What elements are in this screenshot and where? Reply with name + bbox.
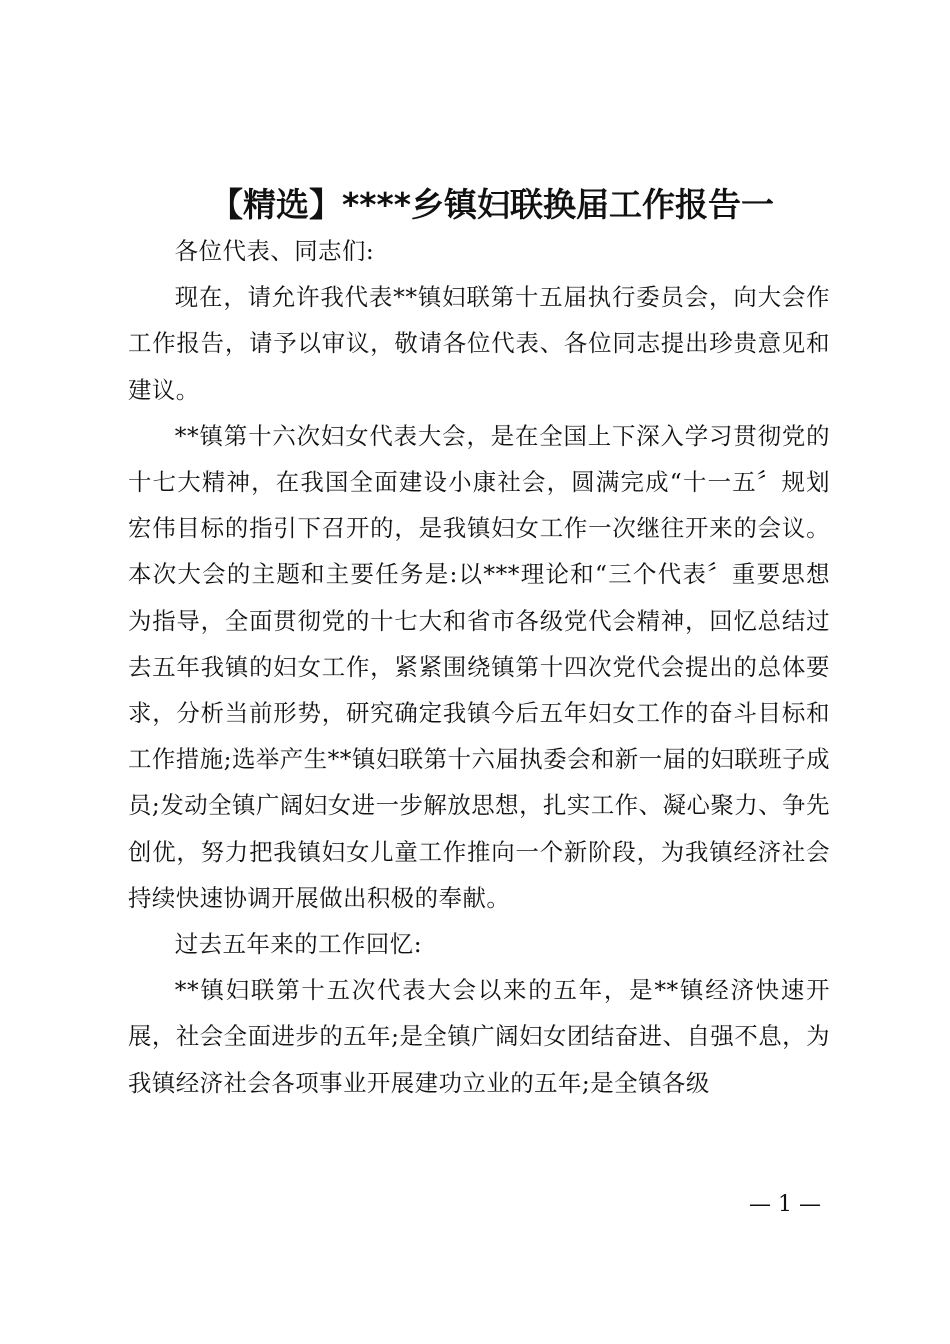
paragraph-review-heading: 过去五年来的工作回忆: [174, 930, 423, 959]
document-title: 【精选】****乡镇妇联换届工作报告一 [210, 185, 775, 224]
paragraph-congress-theme: **镇第十六次妇女代表大会，是在全国上下深入学习贯彻党的十七大精神，在我国全面建设小康社会，圆满完成“十一五〞规划宏伟目标的指引下召开的，是我镇妇女工作一次继往开来的会议。本次大会的主题和主要任务是:以***理论和“三个代表〞重要思想为指导，全面贯彻党的十七大和省市各级党代会精神，回忆总结过去五年我镇的妇女工作，紧紧围绕镇第十四次党代会提出的总体要求，分析当前形势，研究确定我镇今后五年妇女工作的奋斗目标和工作措施;选举产生**镇妇联第十六届执委会和新一届的妇联班子成员;发动全镇广阔妇女进一步解放思想，扎实工作、凝心聚力、争先创优，努力把我镇妇女儿童工作推向一个新阶段，为我镇经济社会持续快速协调开展做出积极的奉献。 [128, 421, 830, 912]
paragraph-greeting: 各位代表、同志们: [174, 237, 375, 265]
paragraph-review-body: **镇妇联第十五次代表大会以来的五年，是**镇经济快速开展，社会全面进步的五年;是全镇广阔妇女团结奋进、自强不息，为我镇经济社会各项事业开展建功立业的五年;是全镇各级 [128, 976, 830, 1097]
document-body [128, 228, 830, 1106]
page-number: — 1 — [749, 1192, 821, 1217]
paragraph-intro: 现在，请允许我代表**镇妇联第十五届执行委员会，向大会作工作报告，请予以审议，敬请各位代表、各位同志提出珍贵意见和建议。 [128, 283, 830, 404]
